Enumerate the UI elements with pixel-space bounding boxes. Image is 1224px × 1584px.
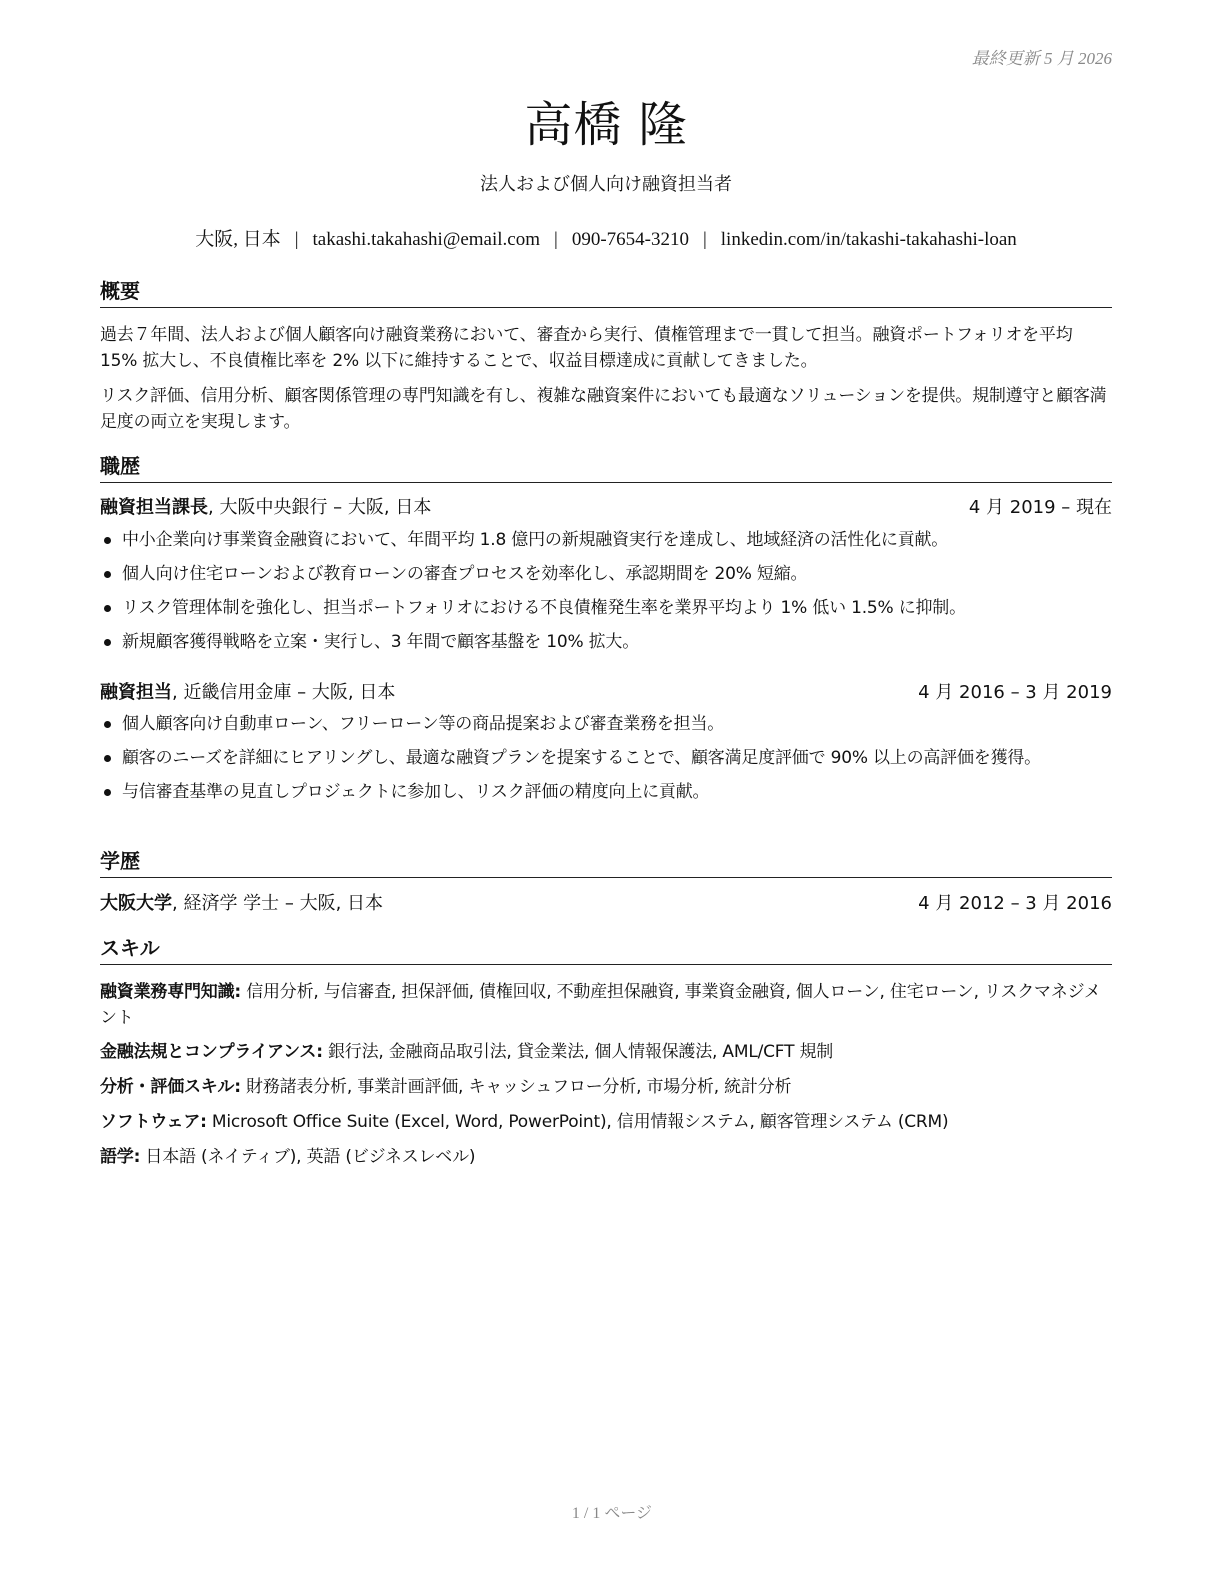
contact-separator: | bbox=[702, 229, 707, 250]
job-org: , 近畿信用金庫 – 大阪, 日本 bbox=[172, 682, 396, 703]
skill-value: 財務諸表分析, 事業計画評価, キャッシュフロー分析, 市場分析, 統計分析 bbox=[240, 1077, 792, 1097]
skill-value: Microsoft Office Suite (Excel, Word, PowerPoint), 信用情報システム, 顧客管理システム (CRM) bbox=[206, 1112, 949, 1132]
skill-label: 融資業務専門知識: bbox=[100, 982, 241, 1002]
list-item: 中小企業向け事業資金融資において、年間平均 1.8 億円の新規融資実行を達成し、地域経済の活性化に貢献。 bbox=[100, 527, 1112, 553]
page-number: 1 / 1 ページ bbox=[571, 1505, 653, 1522]
list-item: 顧客のニーズを詳細にヒアリングし、最適な融資プランを提案することで、顧客満足度評価で 90% 以上の高評価を獲得。 bbox=[100, 745, 1112, 771]
section-heading-education: 学歴 bbox=[100, 849, 1112, 878]
education-dates: 4 月 2012 – 3 月 2016 bbox=[918, 893, 1112, 914]
job-bullets bbox=[100, 527, 1112, 663]
skill-row bbox=[100, 1109, 1112, 1135]
skill-label: 分析・評価スキル: bbox=[100, 1077, 241, 1097]
skill-value: 日本語 (ネイティブ), 英語 (ビジネスレベル) bbox=[140, 1147, 476, 1167]
list-item: 与信審査基準の見直しプロジェクトに参加し、リスク評価の精度向上に貢献。 bbox=[100, 779, 1112, 805]
skill-label: 金融法規とコンプライアンス: bbox=[100, 1042, 323, 1062]
education-entry bbox=[100, 891, 1112, 917]
list-item: 新規顧客獲得戦略を立案・実行し、3 年間で顧客基盤を 10% 拡大。 bbox=[100, 629, 1112, 655]
skill-value: 信用分析, 与信審査, 担保評価, 債権回収, 不動産担保融資, 事業資金融資, 個人ローン, 住宅ローン, リスクマネジメント bbox=[100, 982, 1101, 1028]
contact-phone[interactable]: 090-7654-3210 bbox=[571, 229, 689, 250]
job-dates: 4 月 2016 – 3 月 2019 bbox=[918, 682, 1112, 703]
skill-row bbox=[100, 1074, 1112, 1100]
list-item: 個人向け住宅ローンおよび教育ローンの審査プロセスを効率化し、承認期間を 20% 短縮。 bbox=[100, 561, 1112, 587]
job-org: , 大阪中央銀行 – 大阪, 日本 bbox=[208, 497, 432, 518]
skill-value: 銀行法, 金融商品取引法, 貸金業法, 個人情報保護法, AML/CFT 規制 bbox=[322, 1042, 834, 1062]
school-name: 大阪大学 bbox=[100, 893, 172, 914]
job-header bbox=[100, 680, 1112, 706]
contact-linkedin[interactable]: linkedin.com/in/takashi-takahashi-loan bbox=[720, 229, 1017, 250]
contact-location: 大阪, 日本 bbox=[195, 229, 281, 250]
degree-detail: , 経済学 学士 – 大阪, 日本 bbox=[172, 893, 384, 914]
skill-label: ソフトウェア: bbox=[100, 1112, 207, 1132]
summary-paragraph-1: 過去７年間、法人および個人顧客向け融資業務において、審査から実行、債権管理まで一貫して担当。融資ポートフォリオを平均 15% 拡大し、不良債権比率を 2% 以下に維持することで、収益目標達成に貢献してきました。 bbox=[100, 325, 1073, 371]
list-item: 個人顧客向け自動車ローン、フリーローン等の商品提案および審査業務を担当。 bbox=[100, 711, 1112, 737]
job-bullets bbox=[100, 711, 1112, 813]
section-heading-experience: 職歴 bbox=[100, 454, 1112, 483]
skill-label: 語学: bbox=[100, 1147, 141, 1167]
contact-email[interactable]: takashi.takahashi@email.com bbox=[312, 229, 540, 250]
candidate-title: 法人および個人向け融資担当者 bbox=[480, 174, 732, 195]
job-title: 融資担当課長 bbox=[100, 497, 208, 518]
job-dates: 4 月 2019 – 現在 bbox=[968, 497, 1112, 518]
summary-paragraph-2: リスク評価、信用分析、顧客関係管理の専門知識を有し、複雑な融資案件においても最適なソリューションを提供。規制遵守と顧客満足度の両立を実現します。 bbox=[100, 386, 1107, 432]
contact-separator: | bbox=[294, 229, 299, 250]
skill-row bbox=[100, 1144, 1112, 1170]
section-heading-summary: 概要 bbox=[100, 279, 1112, 308]
job-header bbox=[100, 495, 1112, 521]
skill-row bbox=[100, 979, 1112, 1031]
skill-row bbox=[100, 1039, 1112, 1065]
candidate-name: 高橋 隆 bbox=[524, 97, 688, 153]
last-updated: 最終更新 5 月 2026 bbox=[971, 49, 1112, 68]
contact-separator: | bbox=[554, 229, 558, 250]
contact-line bbox=[100, 224, 1112, 251]
list-item: リスク管理体制を強化し、担当ポートフォリオにおける不良債権発生率を業界平均より 1% 低い 1.5% に抑制。 bbox=[100, 595, 1112, 621]
job-title: 融資担当 bbox=[100, 682, 172, 703]
section-heading-skills: スキル bbox=[100, 936, 1112, 965]
